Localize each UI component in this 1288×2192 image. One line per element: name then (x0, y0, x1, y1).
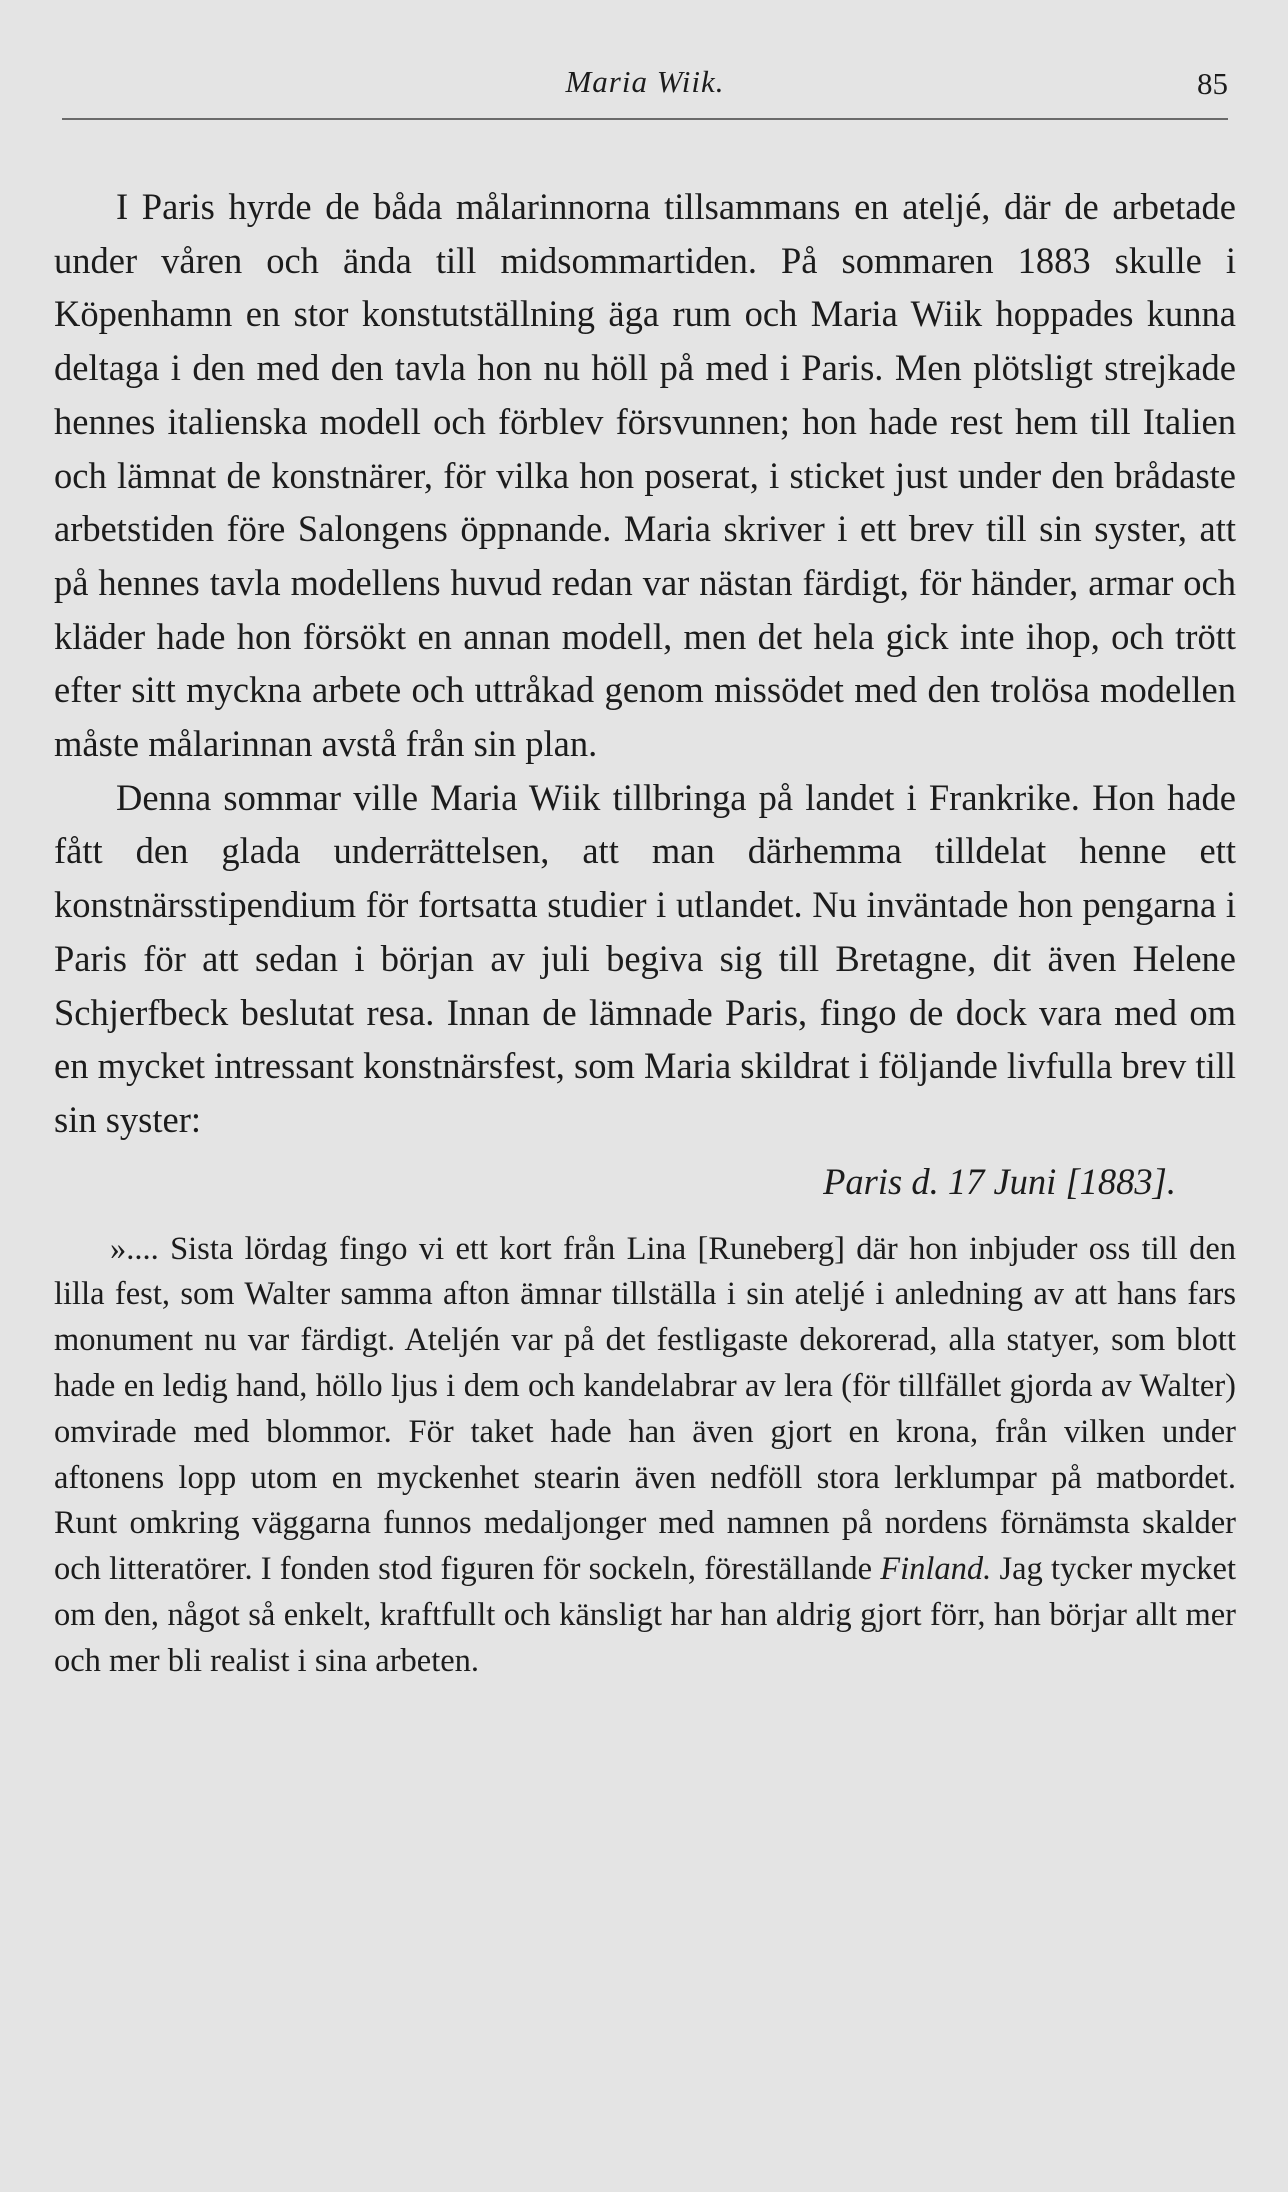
page-number: 85 (1197, 66, 1228, 101)
running-head (54, 0, 1236, 120)
letter-text-part-1: ».... Sista lördag fingo vi ett kort från Lina [Runeberg] där hon inbjuder oss till den lilla fest, som Walter samma afton ämnar tillställa i sin ateljé i anledning av att hans fars monument nu var färdigt. Ateljén var på det festligaste dekorerad, alla statyer, som blott hade en ledig hand, höllo ljus i dem och kandelabrar av lera (för tillfället gjorda av Walter) omvirade med blommor. För taket hade han även gjort en krona, från vilken under aftonens lopp utom en myckenhet stearin även nedföll stora lerklumpar på matbordet. Runt omkring väggarna funnos medaljonger med namnen på nordens förnämsta skalder och litteratörer. I fonden stod figuren för sockeln, föreställande (54, 1230, 1236, 1588)
letter-italic-finland: Finland. (880, 1551, 992, 1588)
letter-text-part-2: Jag tycker mycket om den, något så enkelt, kraftfullt och känsligt har han aldrig gjort förr, han börjar allt mer och mer bli realist i sina arbeten. (54, 1551, 1236, 1679)
letter-dateline: Paris d. 17 Juni [1883]. (823, 1160, 1176, 1202)
header-rule (62, 118, 1228, 120)
page-body (54, 180, 1236, 1685)
paragraph-paris-atelier: I Paris hyrde de båda målarinnorna tillsammans en ateljé, där de arbetade under våren och ända till midsommartiden. På sommaren 1883 skulle i Köpenhamn en stor konstutställning äga rum och Maria Wiik hoppades kunna deltaga i den med den tavla hon nu höll på med i Paris. Men plötsligt strejkade hennes italienska modell och förblev försvunnen; hon hade rest hem till Italien och lämnat de konstnärer, för vilka hon poserat, i sticket just under den brådaste arbetstiden före Salongens öppnande. Maria skriver i ett brev till sin syster, att på hennes tavla modellens huvud redan var nästan färdigt, för händer, armar och kläder hade hon försökt en annan modell, men det hela gick inte ihop, och trött efter sitt myckna arbete och uttråkad genom missödet med den trolösa modellen måste målarinnan avstå från sin plan. (54, 186, 1236, 765)
running-title: Maria Wiik. (565, 64, 725, 99)
paragraph-summer-plans: Denna sommar ville Maria Wiik tillbringa på landet i Frankrike. Hon hade fått den glada underrättelsen, att man därhemma tilldelat henne ett konstnärsstipendium för fortsatta studier i utlandet. Nu inväntade hon pengarna i Paris för att sedan i början av juli begiva sig till Bretagne, dit även Helene Schjerfbeck beslutat resa. Innan de lämnade Paris, fingo de dock vara med om en mycket intressant konstnärsfest, som Maria skildrat i följande livfulla brev till sin syster: (54, 776, 1236, 1140)
letter-paragraph (54, 1227, 1236, 1685)
